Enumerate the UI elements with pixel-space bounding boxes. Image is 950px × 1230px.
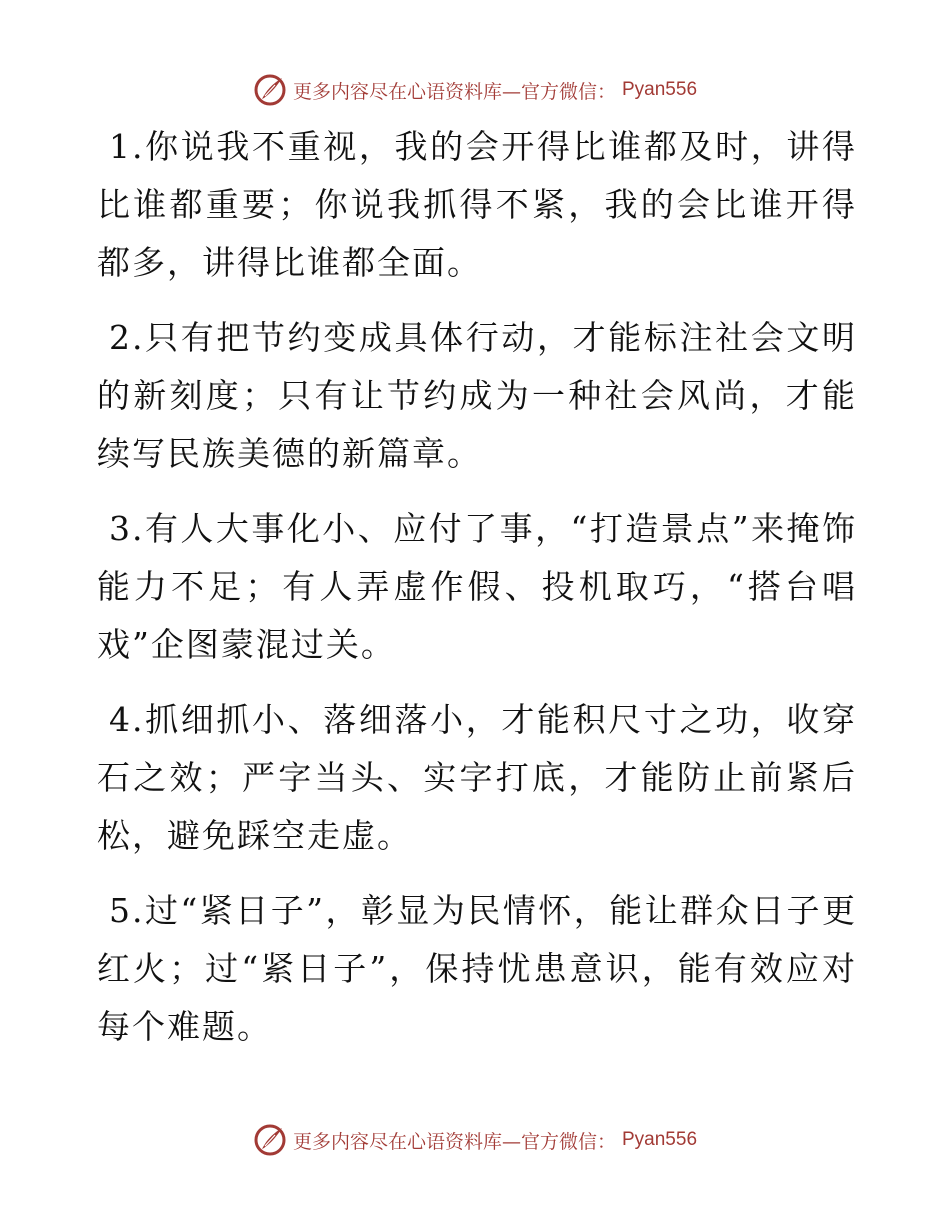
feather-pen-logo-icon [253,1123,287,1157]
paragraph-number: 4. [109,700,145,739]
paragraph-number: 2. [109,318,145,357]
paragraph-text: 过“紧日子”，彰显为民情怀，能让群众日子更红火；过“紧日子”，保持忧患意识，能有效应对每个难题。 [97,891,857,1046]
feather-pen-logo-icon [253,73,287,107]
paragraph-text: 抓细抓小、落细落小，才能积尺寸之功，收穿石之效；严字当头、实字打底，才能防止前紧后松，避免踩空走虚。 [97,700,857,855]
paragraph-text: 只有把节约变成具体行动，才能标注社会文明的新刻度；只有让节约成为一种社会风尚，才能续写民族美德的新篇章。 [97,318,857,473]
paragraph-1 [97,118,857,292]
header-banner-text: 更多内容尽在心语资料库—官方微信： [292,80,616,103]
paragraph-2 [97,309,857,483]
footer-wechat-id: Pyan556 [622,1129,698,1150]
footer-banner [0,1120,950,1160]
document-body [97,118,857,1073]
header-wechat-id: Pyan556 [622,79,698,100]
paragraph-number: 3. [109,509,145,548]
paragraph-number: 5. [109,891,145,930]
header-banner [0,70,950,110]
paragraph-text: 你说我不重视，我的会开得比谁都及时，讲得比谁都重要；你说我抓得不紧，我的会比谁开得都多，讲得比谁都全面。 [97,127,857,282]
paragraph-number: 1. [109,127,145,166]
paragraph-4 [97,691,857,865]
paragraph-text: 有人大事化小、应付了事，“打造景点”来掩饰能力不足；有人弄虚作假、投机取巧，“搭台唱戏”企图蒙混过关。 [97,509,857,664]
footer-banner-text: 更多内容尽在心语资料库—官方微信： [292,1130,616,1153]
paragraph-3 [97,500,857,674]
paragraph-5 [97,882,857,1056]
